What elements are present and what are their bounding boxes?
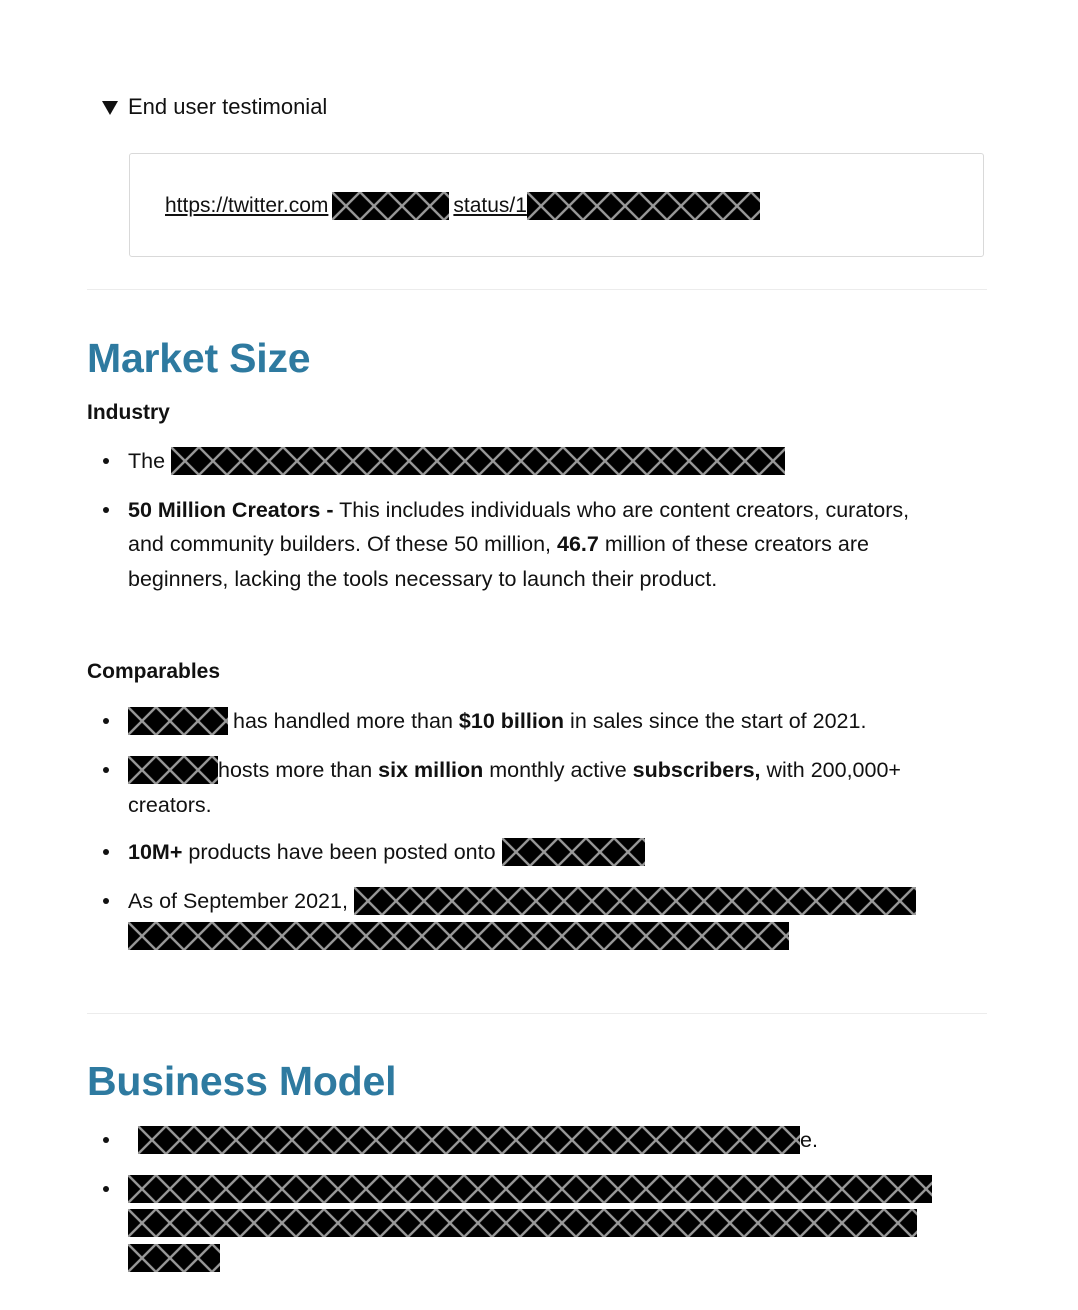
list-item [128, 886, 916, 916]
list-item-text: creators. [128, 793, 212, 817]
redaction-block [128, 756, 218, 784]
list-item-text: monthly active [483, 758, 633, 782]
divider [87, 289, 987, 290]
tweet-link-part1[interactable]: https://twitter.com [165, 194, 329, 217]
list-item [128, 495, 909, 525]
sales-figure: $10 billion [458, 709, 565, 733]
list-item-text: and community builders. Of these 50 million, [128, 532, 558, 556]
bullet [103, 767, 109, 773]
list-item-text: in sales since the start of 2021. [564, 709, 867, 733]
tweet-link[interactable] [165, 191, 760, 221]
list-item [128, 837, 645, 867]
list-item-text: The [128, 449, 166, 473]
tweet-embed-card [129, 153, 984, 257]
list-item-text: As of September 2021, [128, 889, 348, 913]
redaction-block [128, 1209, 917, 1237]
bullet [103, 1137, 109, 1143]
redaction-block [354, 887, 916, 915]
list-item-continuation [128, 529, 869, 559]
subscriber-figure: six million [378, 758, 484, 782]
list-item [128, 755, 901, 785]
subscribers-label: subscribers, [632, 758, 761, 782]
toggle-label: End user testimonial [128, 94, 328, 119]
redaction-block [332, 192, 449, 220]
redaction-block [138, 1126, 800, 1154]
market-size-heading: Market Size [87, 335, 311, 381]
bullet [103, 849, 109, 855]
list-item-text: products have been posted onto [182, 840, 496, 864]
bullet [103, 898, 109, 904]
redaction-block [171, 447, 785, 475]
testimonial-toggle[interactable] [102, 92, 327, 122]
divider [87, 1013, 987, 1014]
creators-count: 50 Million Creators - [128, 498, 334, 522]
list-item-text: e. [800, 1128, 818, 1152]
list-item-continuation [128, 790, 212, 820]
list-item-text: This includes individuals who are content creators, curators, [333, 498, 910, 522]
comparables-heading: Comparables [87, 660, 221, 683]
bullet [103, 1186, 109, 1192]
redaction-block [527, 192, 760, 220]
redaction-block [502, 838, 645, 866]
list-item-text: with 200,000+ [760, 758, 901, 782]
list-item [128, 706, 866, 736]
list-item-continuation [128, 564, 717, 594]
list-item [138, 1125, 818, 1155]
industry-heading: Industry [87, 401, 170, 424]
triangle-down-icon[interactable] [102, 101, 118, 115]
redaction-block [128, 1244, 220, 1272]
list-item-text: has handled more than [233, 709, 459, 733]
bullet [103, 507, 109, 513]
redaction-block [128, 707, 228, 735]
business-model-heading: Business Model [87, 1058, 397, 1104]
products-figure: 10M+ [128, 840, 183, 864]
list-item-text: hosts more than [218, 758, 379, 782]
list-item-text: million of these creators are [598, 532, 869, 556]
bullet [103, 718, 109, 724]
list-item [128, 446, 785, 476]
bullet [103, 458, 109, 464]
list-item-text: beginners, lacking the tools necessary to launch their product. [128, 567, 718, 591]
redaction-block [128, 1175, 932, 1203]
redaction-block [128, 922, 789, 950]
beginner-count: 46.7 [557, 532, 599, 556]
tweet-link-part2[interactable]: status/1 [453, 194, 527, 217]
